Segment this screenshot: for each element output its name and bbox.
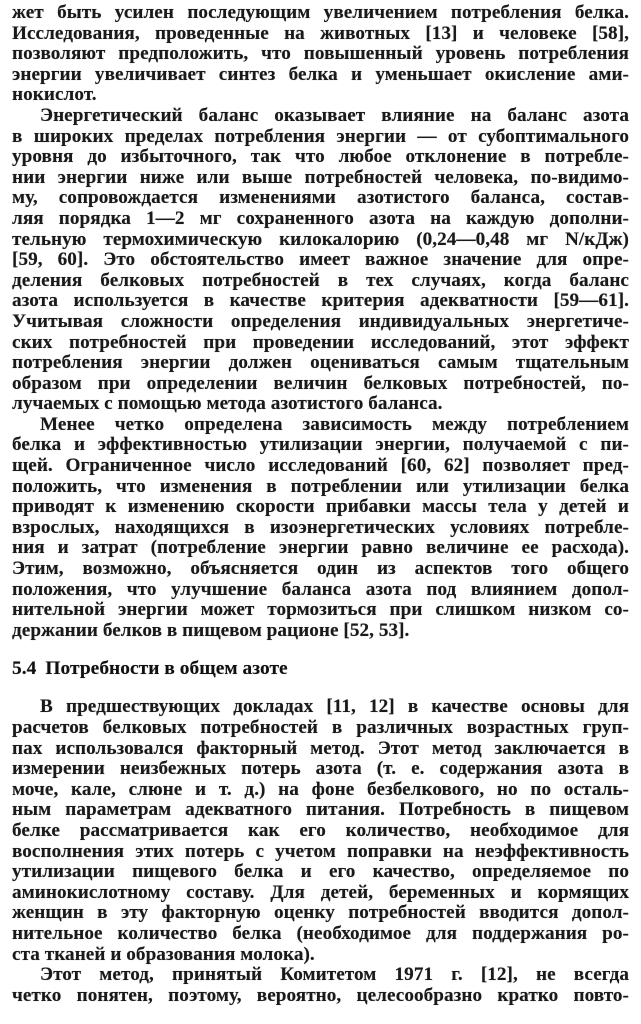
text-line: женщин в эту факторную оценку потребностей вводится допол- bbox=[12, 902, 629, 924]
text-line: Исследования, проведенные на животных [13] и человеке [58], bbox=[12, 22, 629, 44]
text-line: восполнения этих потерь с учетом поправки на неэффективность bbox=[12, 840, 629, 862]
text-line: ния и затрат (потребление энергии равно величине ее расхода). bbox=[12, 537, 629, 559]
text-line: В предшествующих докладах [11, 12] в качестве основы для bbox=[40, 696, 629, 718]
text-line: аминокислотному составу. Для детей, беременных и кормящих bbox=[12, 881, 629, 903]
paragraph-this-method bbox=[12, 965, 629, 1006]
text-line: Этот метод, принятый Комитетом 1971 г. [12], не всегда bbox=[40, 964, 629, 986]
text-line: му, сопровождается изменениями азотистого баланса, состав- bbox=[12, 187, 629, 209]
text-line: деления белковых потребностей в тех случаях, когда баланс bbox=[12, 269, 629, 291]
text-line: утилизации пищевого белка и его качество, определяемое по bbox=[12, 861, 629, 883]
text-line: нии энергии ниже или выше потребностей человека, по-видимо- bbox=[12, 166, 629, 188]
text-line: Менее четко определена зависимость между потреблением bbox=[40, 413, 629, 435]
text-line: пах использовался факторный метод. Этот метод заключается в bbox=[12, 737, 629, 759]
text-line: потребления энергии должен оцениваться самым тщательным bbox=[12, 352, 629, 374]
text-line: белка и эффективностью утилизации энергии, получаемой с пи- bbox=[12, 434, 629, 456]
text-line: жет быть усилен последующим увеличением потребления белка. bbox=[12, 2, 629, 23]
text-line: моче, кале, слюне и т. д.) на фоне безбелкового, но по осталь- bbox=[12, 778, 629, 800]
text-line: нительной энергии может тормозиться при слишком низком со- bbox=[12, 599, 629, 621]
section-heading bbox=[12, 658, 629, 680]
text-line: щей. Ограниченное число исследований [60, 62] позволяет пред- bbox=[12, 455, 629, 477]
text-line: расчетов белковых потребностей в различных возрастных груп- bbox=[12, 717, 629, 738]
text-line: в широких пределах потребления энергии — от субоптимального bbox=[12, 125, 629, 147]
text-line: ляя порядка 1—2 мг сохраненного азота на каждую дополни- bbox=[12, 207, 629, 229]
text-line: лучаемых с помощью метода азотистого баланса. bbox=[12, 393, 443, 415]
text-line: нительное количество белка (необходимое для поддержания ро- bbox=[12, 922, 629, 944]
paragraph-less-clear bbox=[12, 415, 629, 642]
text-line: [59, 60]. Это обстоятельство имеет важное значение для опре- bbox=[12, 249, 629, 271]
paragraph-previous-reports bbox=[12, 697, 629, 965]
text-line: положить, что изменения в потреблении или утилизации белка bbox=[12, 475, 629, 497]
text-line: нокислот. bbox=[12, 84, 97, 106]
text-line: ста тканей и образования молока). bbox=[12, 943, 315, 965]
text-line: ным параметрам адекватного питания. Потребность в пищевом bbox=[12, 799, 629, 821]
text-line: энергии увеличивает синтез белка и уменьшает окисление ами- bbox=[12, 63, 629, 85]
text-line: взрослых, находящихся в изоэнергетических условиях потребле- bbox=[12, 516, 629, 538]
paragraph-energy-balance bbox=[12, 106, 629, 415]
paragraph-continuation bbox=[12, 3, 629, 106]
text-line: азота используется в качестве критерия адекватности [59—61]. bbox=[12, 290, 629, 312]
text-line: четко понятен, поэтому, вероятно, целесообразно кратко повто- bbox=[12, 984, 629, 1006]
text-line: ских потребностей при проведении исследований, этот эффект bbox=[12, 331, 629, 353]
text-line: позволяют предположить, что повышенный уровень потребления bbox=[12, 43, 629, 65]
text-line: измерении неизбежных потерь азота (т. е. содержания азота в bbox=[12, 758, 629, 780]
text-line: белке рассматривается как его количество, необходимое для bbox=[12, 819, 629, 841]
text-line: Энергетический баланс оказывает влияние на баланс азота bbox=[40, 104, 629, 126]
text-line: Этим, возможно, объясняется один из аспектов того общего bbox=[12, 558, 629, 580]
text-line: положения, что улучшение баланса азота под влиянием допол- bbox=[12, 578, 629, 600]
document-page bbox=[12, 3, 629, 1006]
section-number: 5.4 bbox=[12, 658, 37, 680]
text-line: образом при определении величин белковых потребностей, по- bbox=[12, 372, 629, 394]
text-line: уровня до избыточного, так что любое отклонение в потребле- bbox=[12, 146, 629, 168]
text-line: приводят к изменению скорости прибавки массы тела у детей и bbox=[12, 496, 629, 518]
text-line: тельную термохимическую килокалорию (0,24—0,48 мг N/кДж) bbox=[12, 228, 629, 250]
text-line: держании белков в пищевом рационе [52, 53]. bbox=[12, 619, 410, 641]
text-line: Учитывая сложности определения индивидуальных энергетиче- bbox=[12, 310, 629, 332]
section-title: Потребности в общем азоте bbox=[45, 658, 288, 680]
